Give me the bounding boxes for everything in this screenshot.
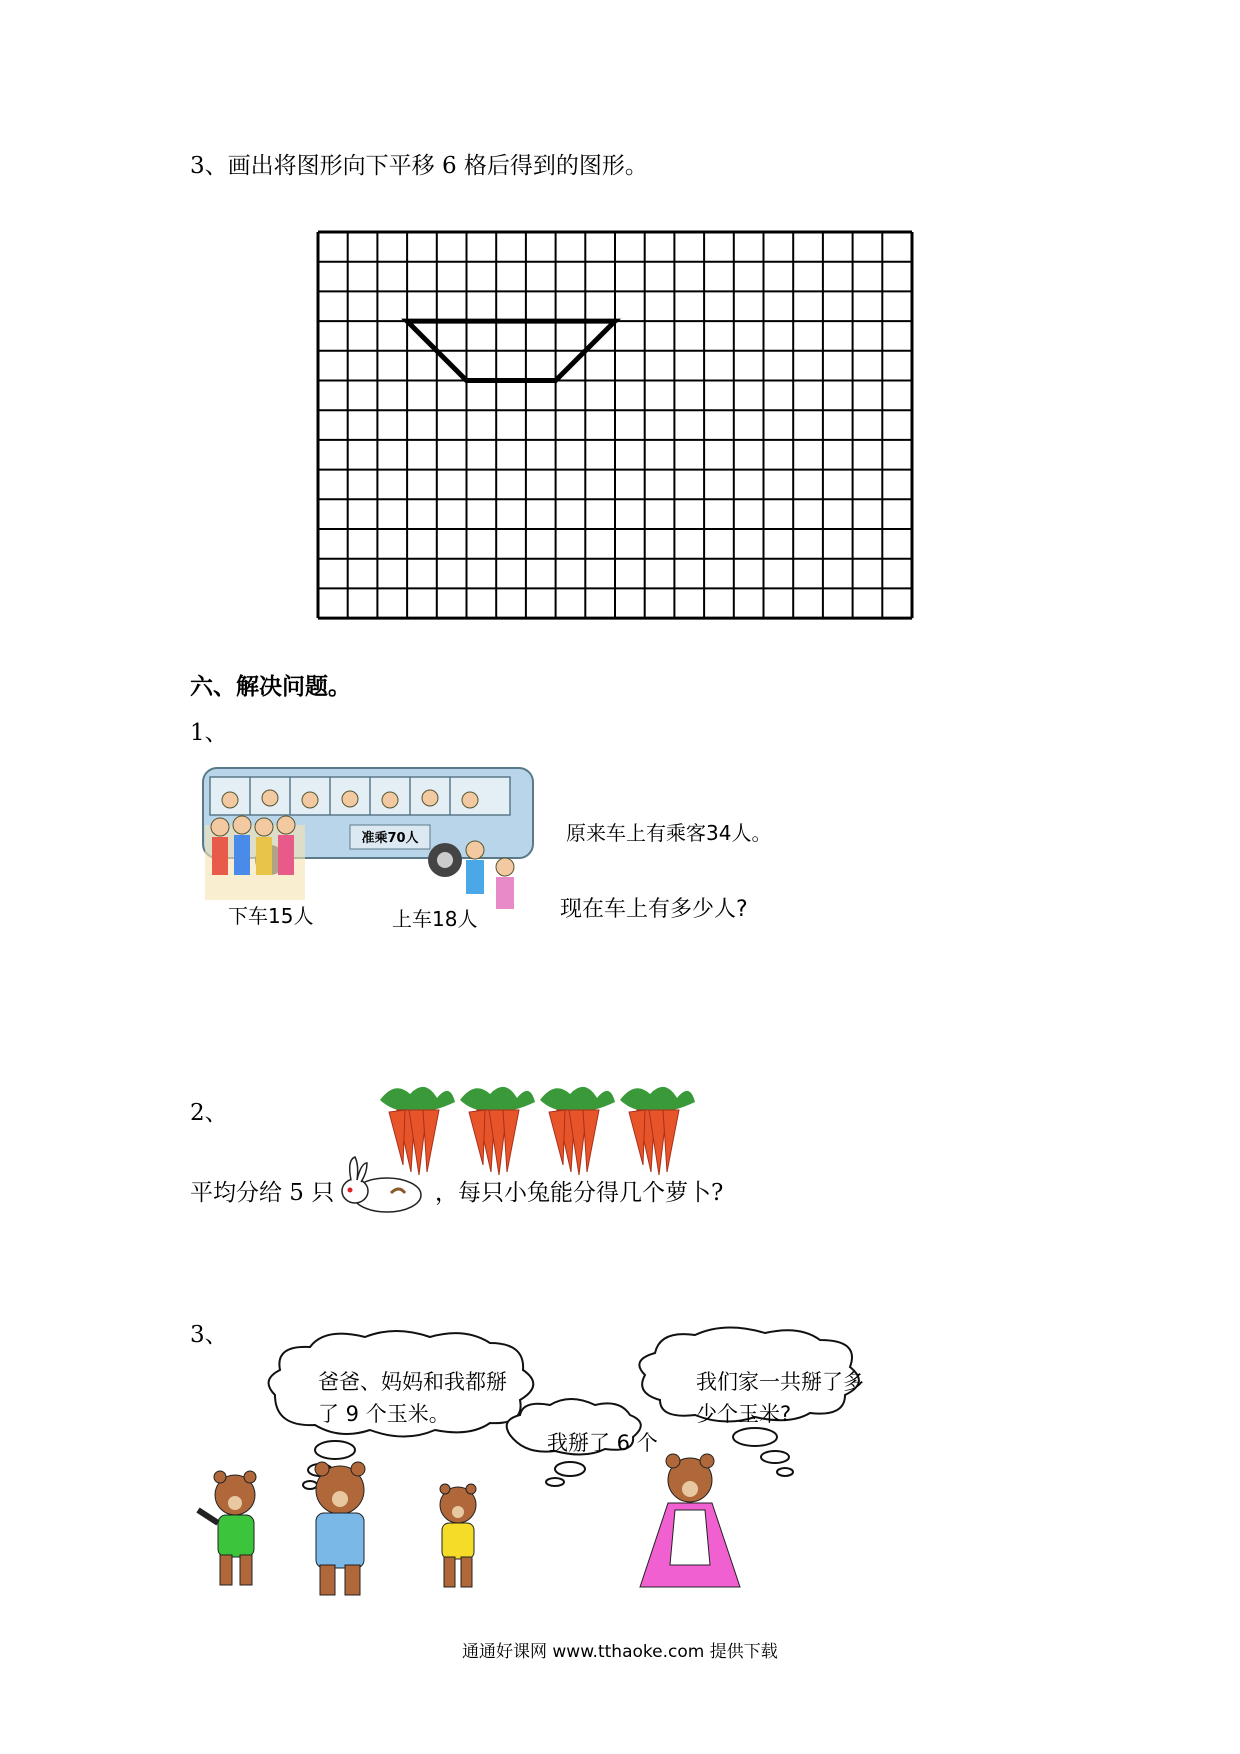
- bear-father-icon: [315, 1462, 365, 1595]
- bubble-left-line1: 爸爸、妈妈和我都掰: [318, 1370, 507, 1394]
- bubble-left-line2: 了 9 个玉米。: [318, 1402, 450, 1426]
- bubble-right-line2: 少个玉米?: [696, 1402, 792, 1426]
- bubble-right-line1: 我们家一共掰了多: [696, 1370, 864, 1394]
- bear-child-green-icon: [198, 1471, 256, 1585]
- problem-1-question: 现在车上有多少人?: [560, 897, 748, 922]
- problem-1-original: 原来车上有乘客34人。: [566, 821, 772, 845]
- problem-2-number: 2、: [190, 1100, 228, 1126]
- bear-child-yellow-icon: [440, 1484, 476, 1587]
- label-got-off: 下车15人: [228, 904, 314, 928]
- bear-family-illustration: [190, 1455, 810, 1605]
- question-3-instruction: 3、画出将图形向下平移 6 格后得到的图形。: [190, 153, 648, 179]
- problem-2-text-after: ，每只小兔能分得几个萝卜?: [435, 1180, 724, 1206]
- section-6-heading: 六、解决问题。: [190, 673, 351, 700]
- problem-1-number: 1、: [190, 720, 228, 746]
- footer-text: 通通好课网 www.tthaoke.com 提供下载: [462, 1642, 778, 1662]
- label-got-on: 上车18人: [392, 907, 478, 931]
- bus-capacity-sign: 准乘70人: [361, 831, 419, 846]
- square-grid: [318, 232, 918, 617]
- bear-mother-icon: [640, 1454, 740, 1587]
- bubble-middle: 我掰了 6 个: [547, 1431, 658, 1455]
- problem-2-text-before: 平均分给 5 只: [190, 1180, 335, 1206]
- problem-3-number: 3、: [190, 1322, 228, 1348]
- rabbit-icon: [335, 1155, 425, 1215]
